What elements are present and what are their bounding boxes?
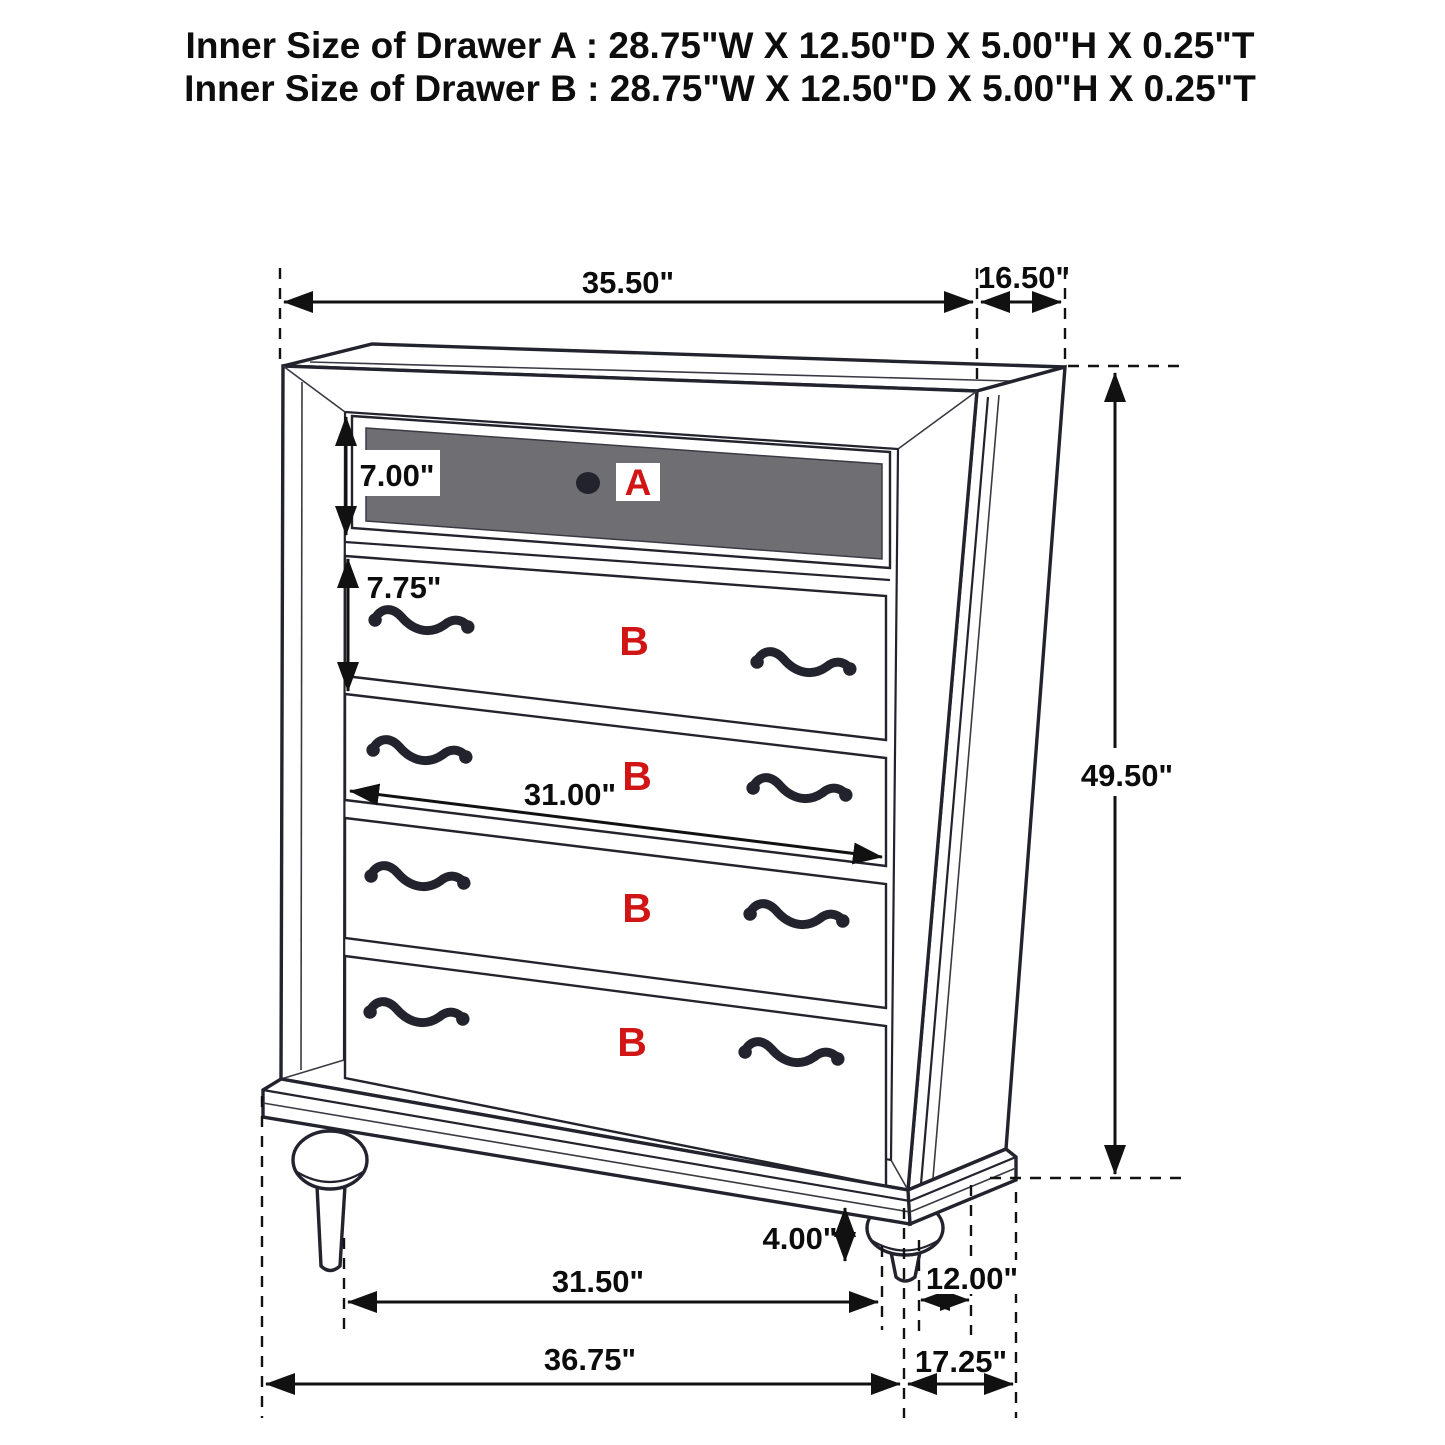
dim-label-drawer-b-height: 7.75"	[366, 570, 442, 605]
dim-label-leg-height: 4.00"	[762, 1221, 838, 1256]
drawer-a-label: A	[624, 462, 652, 503]
dim-label-overall-width: 36.75"	[543, 1342, 637, 1377]
title-line-2: Inner Size of Drawer B : 28.75"W X 12.50"D X 5.00"H X 0.25"T	[184, 68, 1256, 109]
drawer-b2-label: B	[622, 753, 652, 799]
dim-label-side-leg-span: 12.00"	[925, 1261, 1019, 1296]
drawer-b3-label: B	[622, 885, 652, 931]
title-line-1: Inner Size of Drawer A : 28.75"W X 12.50"D X 5.00"H X 0.25"T	[185, 25, 1255, 66]
dim-label-overall-height: 49.50"	[1080, 758, 1174, 793]
dim-label-front-leg-span: 31.50"	[551, 1264, 645, 1299]
drawer-a-knob-icon	[576, 472, 600, 494]
dim-label-inner-drawer-width: 31.00"	[523, 777, 617, 812]
dim-label-overall-depth: 17.25"	[914, 1344, 1008, 1379]
drawer-b4-label: B	[617, 1019, 647, 1065]
drawer-b1-label: B	[619, 618, 649, 664]
dim-label-drawer-a-height: 7.00"	[359, 458, 435, 493]
leg-front-left	[293, 1131, 367, 1271]
dim-label-top-side-depth: 16.50"	[977, 260, 1071, 295]
dim-label-top-front-width: 35.50"	[581, 265, 675, 300]
